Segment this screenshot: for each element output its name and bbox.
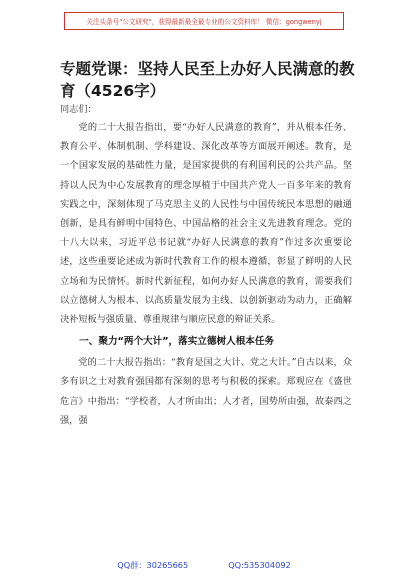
salutation: 同志们： [60, 104, 97, 115]
intro-paragraph: 党的二十大报告指出，要“办好人民满意的教育”，并从根本任务、教育公平、体制机制、学科建设、深化改革等方面展开阐述。教育，是一个国家发展的基础性力量，是国家提供的有利国利民的公共产品。坚持以人民为中心发展教育的理念厚植于中国共产党人一百多年来的教育实践之中，深刻体现了马克思主义的人民性与中国传统民本思想的融通创新，是具有鲜明中国特色、中国品格的社会主义先进教育理念。党的十八大以来，习近平总书记就“办好人民满意的教育”作过多次重要论述，这些重要论述成为新时代教育工作的根本遵循，彰显了鲜明的人民立场和为民情怀。新时代新征程，如何办好人民满意的教育，需要我们以立德树人为根本、以高质量发展为主线、以创新驱动为动力，正确解决补短板与强质量、尊重规律与顺应民意的辩证关系。 [60, 122, 352, 326]
footer-qq-group: QQ群：30265665 [117, 560, 189, 570]
section-heading: 一、聚力“两个大计”，落实立德树人根本任务 [79, 336, 275, 348]
footer-qq: QQ:535304092 [228, 560, 291, 570]
top-banner: 关注头条号"公文研究"，获得最新最全最专业的公文资料库！ 微信：gongwenyj [64, 12, 344, 30]
page-title: 专题党课：坚持人民至上办好人民满意的教育（4526字） [60, 60, 355, 100]
document-body [60, 118, 352, 430]
section-paragraph: 党的二十大报告指出：“教育是国之大计、党之大计。”自古以来，众多有识之士对教育强国都有深刻的思考与积极的探索。郑观应在《盛世危言》中指出：“学校者，人才所由出；人才者，国势所由强，故泰西之强，强 [60, 357, 352, 426]
footer [0, 560, 408, 576]
